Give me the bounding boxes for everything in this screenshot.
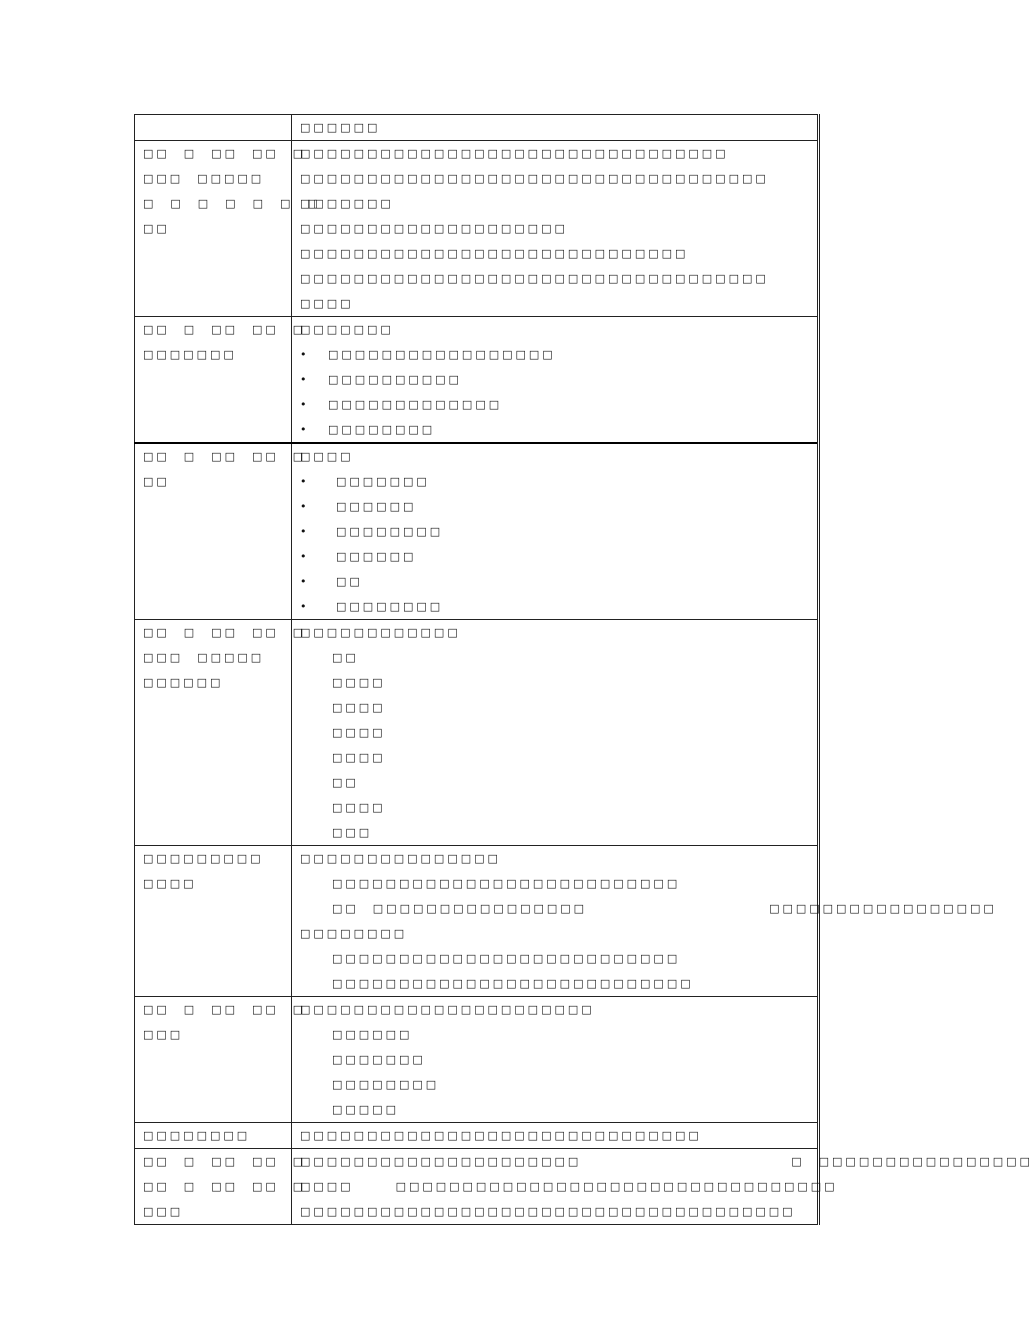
bullet-icon: • [300, 398, 307, 411]
content-line: □□□ [332, 826, 373, 839]
label-line [135, 115, 291, 140]
table-row [135, 141, 819, 317]
content-line: □□□□ [300, 450, 354, 463]
document-table [134, 114, 1033, 1225]
bullet-text: □□□□□□ [336, 550, 417, 563]
bullet-icon: • [300, 475, 307, 488]
label-cell [135, 317, 307, 444]
content-cell [292, 141, 819, 317]
bullet-icon: • [300, 575, 307, 588]
content-line: □□□□ [332, 676, 386, 689]
bullet-icon: • [300, 525, 307, 538]
label-cell [135, 443, 307, 620]
label-line: □□ [143, 475, 170, 488]
content-line: □□□□□ [332, 1103, 399, 1116]
content-line: □□□□□□□□□□□□□□□□□□□□□ □ □□□□□□□□□□□□□□□□ [300, 1155, 1033, 1168]
content-line: □□□□□□□□□□□□ [300, 626, 461, 639]
label-line: □□□ [143, 1205, 184, 1218]
content-cell [292, 997, 819, 1123]
label-line: □ □ □ □ □ □ □ [143, 197, 321, 210]
content-line: □□□□□□□□□□□□□□□□□□□□□□□□□□ [332, 877, 681, 890]
content-line: □□□□ □□□□□□□□□□□□□□□□□□□□□□□□□□□□□□□□□ [300, 1180, 838, 1193]
content-line: □□□□□□□□□□□□□□□□□□□□□□□□□□□□□ [300, 247, 689, 260]
bullet-item [292, 519, 817, 544]
table-row [135, 443, 819, 620]
bullet-text: □□□□□□□□□□ [328, 373, 462, 386]
bullet-icon: • [300, 423, 307, 436]
bullet-icon: • [300, 500, 307, 513]
label-line: □□□□□□ [143, 676, 224, 689]
bullet-icon: • [300, 373, 307, 386]
bullet-text: □□□□□□□□□□□□□□□□□ [328, 348, 556, 361]
bullet-text: □□ [336, 575, 363, 588]
label-line: □□ □ □□ □□ □ [143, 147, 307, 160]
label-line: □□ □ □□ □□ □ [143, 450, 307, 463]
label-line: □□□ [143, 1028, 184, 1041]
label-line: □□ □ □□ □□ □ [143, 1180, 307, 1193]
bullet-icon: • [300, 600, 307, 613]
label-line: □□□□□□□ [143, 348, 237, 361]
bullet-item [292, 367, 817, 392]
content-line: □□□□ [332, 701, 386, 714]
content-cell [292, 1123, 819, 1149]
content-line: □□□□□□□ [300, 197, 394, 210]
bullet-text: □□□□□□□□ [336, 600, 444, 613]
label-line: □□□□□□□□ [143, 1129, 251, 1142]
content-line: □□□□□□□□□□□□□□□□□□□□ [300, 222, 568, 235]
bullet-icon: • [300, 348, 307, 361]
label-line: □□□ □□□□□ [143, 651, 265, 664]
bullet-item [292, 392, 817, 417]
label-line: □□ □ □□ □□ □ [143, 1003, 307, 1016]
content-line: □□□□□□□□□□□□□□□□□□□□□□□□□□□□□□□□□□□ [300, 272, 769, 285]
bullet-text: □□□□□□□□ [328, 423, 436, 436]
content-line: □□□□□□□□ [332, 1078, 440, 1091]
bullet-text: □□□□□□ [336, 500, 417, 513]
table-row [135, 1149, 819, 1225]
content-line: □□□□□□□□□□□□□□□□□□□□□□□□□□□ [332, 977, 694, 990]
label-line: □□□□ [143, 877, 197, 890]
content-line: □□□□ [332, 801, 386, 814]
label-line: □□ □ □□ □□ □ [143, 1155, 307, 1168]
content-line: □□□□□□□ [332, 1053, 426, 1066]
content-line: □□□□□□ [332, 1028, 413, 1041]
bullet-item [292, 342, 817, 367]
label-cell [135, 115, 292, 141]
bullet-icon: • [300, 550, 307, 563]
content-cell [292, 1149, 1033, 1225]
table-row [135, 115, 819, 141]
table-body [135, 115, 1033, 1225]
content-line: □□□□□□□□□□□□□□□□□□□□□□□□□□□□□□ [300, 1129, 702, 1142]
content-line: □□□□□□□ [300, 323, 394, 336]
label-cell [135, 620, 307, 846]
label-line: □□ [143, 222, 170, 235]
content-line: □□□□□□ [300, 121, 381, 134]
content-line: □□ [332, 776, 359, 789]
content-line: □□ □□□□□□□□□□□□□□□□ □□□□□□□□□□□□□□□□□ [332, 902, 997, 915]
table-row [135, 1123, 819, 1149]
bullet-text: □□□□□□□□□□□□□ [328, 398, 503, 411]
table-row [135, 317, 819, 444]
content-line: □□□□□□□□□□□□□□□□□□□□□□ [300, 1003, 595, 1016]
table-row [135, 997, 819, 1123]
label-line: □□ □ □□ □□ □ [143, 626, 307, 639]
content-cell [292, 620, 819, 846]
content-cell [292, 443, 819, 620]
bullet-text: □□□□□□□ [336, 475, 430, 488]
content-line: □□□□ [332, 751, 386, 764]
content-line: □□□□□□□□□□□□□□□□□□□□□□□□□□□□□□□□□□□ [300, 172, 769, 185]
table-row [135, 846, 819, 997]
label-cell [135, 997, 307, 1123]
label-cell [135, 846, 292, 997]
content-line: □□□□ [300, 297, 354, 310]
label-cell [135, 1149, 307, 1225]
bullet-item [292, 569, 817, 594]
bullet-item [292, 594, 817, 619]
table-row [135, 620, 819, 846]
label-line: □□ □ □□ □□ □ [143, 323, 307, 336]
content-cell [292, 846, 997, 997]
content-line: □□□□□□□□□□□□□□□□□□□□□□□□□□ [332, 952, 681, 965]
content-line: □□□□□□□□□□□□□□□□□□□□□□□□□□□□□□□□ [300, 147, 729, 160]
bullet-text: □□□□□□□□ [336, 525, 444, 538]
content-line: □□□□□□□□□□□□□□□ [300, 852, 501, 865]
content-line: □□ [332, 651, 359, 664]
label-cell [135, 1123, 292, 1149]
bullet-item [292, 469, 817, 494]
content-line: □□□□□□□□□□□□□□□□□□□□□□□□□□□□□□□□□□□□□ [300, 1205, 796, 1218]
content-cell [292, 317, 819, 444]
bullet-item [292, 544, 817, 569]
bullet-item [292, 417, 817, 442]
label-line: □□□□□□□□□ [143, 852, 264, 865]
label-line: □□□ □□□□□ [143, 172, 265, 185]
content-line: □□□□ [332, 726, 386, 739]
content-line: □□□□□□□□ [300, 927, 408, 940]
label-cell [135, 141, 321, 317]
content-cell [292, 115, 819, 141]
bullet-item [292, 494, 817, 519]
